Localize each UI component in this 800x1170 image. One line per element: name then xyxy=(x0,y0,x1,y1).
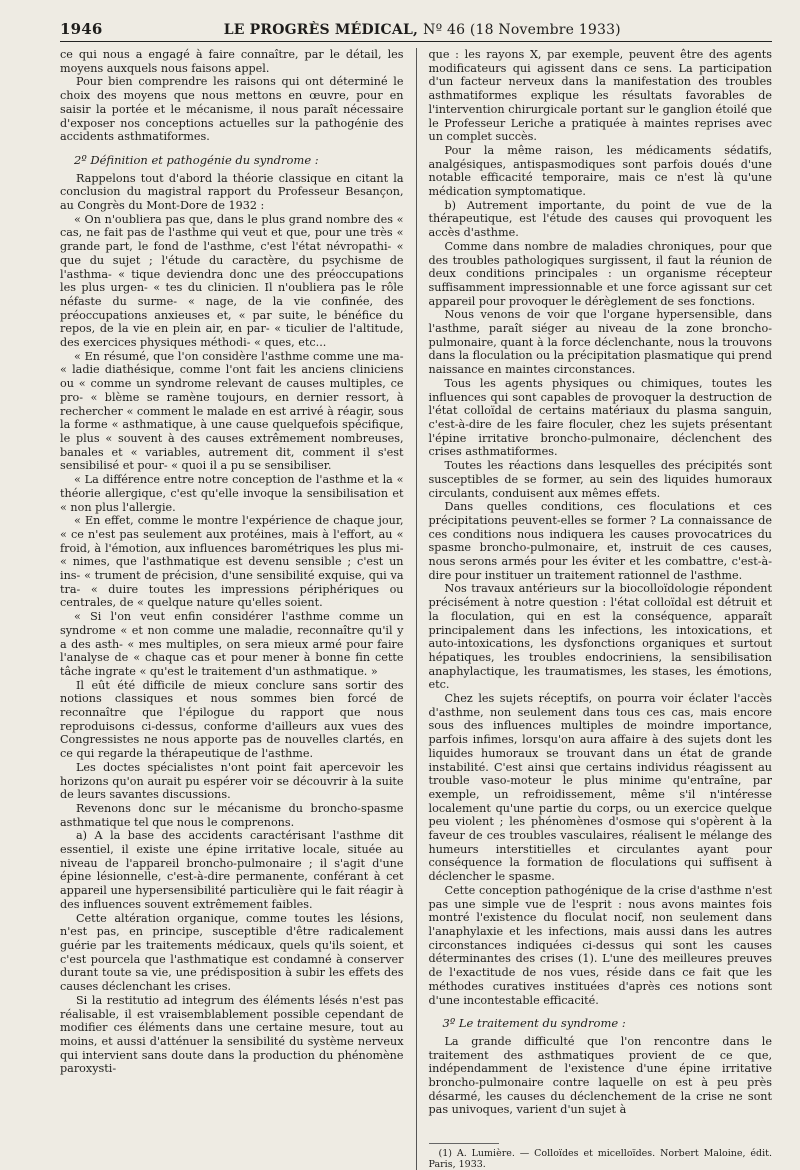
paragraph: Pour bien comprendre les raisons qui ont déterminé le choix des moyens que nous mettons en œuvre, pour en saisir la portée et le mécanisme, il nous paraît nécessaire d'exposer nos conceptions actuelles sur la pathogénie des accidents asthmatiformes. xyxy=(60,75,404,144)
quote-paragraph: « La différence entre notre conception de l'asthme et la « théorie allergique, c'est qu'elle invoque la sensibilisation et « non plus l'allergie. xyxy=(60,473,404,514)
footnote-divider xyxy=(429,1143,499,1144)
page-number: 1946 xyxy=(60,20,103,38)
column-rule xyxy=(416,48,417,1170)
paragraph: Cette conception pathogénique de la crise d'asthme n'est pas une simple vue de l'esprit : nous avons maintes fois montré l'existence du floculat nocif, non seulement dans l'anaphylaxie et les infections, mais aussi dans les autres circonstances indiquées ci-dessus qui sont les causes déterminantes des crises (1). L'une des meilleures preuves de l'exactitude de nos vues, réside dans ce fait que les méthodes curatives instituées d'après ces notions sont d'une incontestable efficacité. xyxy=(428,883,773,1007)
left-column xyxy=(60,48,404,1170)
paragraph: Les doctes spécialistes n'ont point fait apercevoir les horizons qu'on aurait pu espérer voir se découvrir à la suite de leurs savantes discussions. xyxy=(60,760,404,802)
journal-name: LE PROGRÈS MÉDICAL, xyxy=(223,22,419,38)
journal-title xyxy=(224,22,621,38)
right-column xyxy=(429,48,773,1170)
page-header xyxy=(60,20,772,42)
paragraph: Rappelons tout d'abord la théorie classique en citant la conclusion du magistral rapport du Professeur Besançon, au Congrès du Mont-Dore de 1932 : xyxy=(60,171,404,213)
paragraph: Tous les agents physiques ou chimiques, toutes les influences qui sont capables de provoquer la destruction de l'état colloïdal de certains matériaux du plasma sanguin, c'est-à-dire de les faire floculer, chez les sujets présentant l'épine irritative broncho-pulmonaire, déclenchent des crises asthmatiformes. xyxy=(428,376,773,459)
section-heading xyxy=(74,154,404,168)
paragraph: Nos travaux antérieurs sur la biocolloïdologie répondent précisément à notre question : l'état colloïdal est détruit et la floculation, qui en est la conséquence, apparaît principalement dans les infections, les intoxications, et auto-intoxications, les dysfonctions organiques et surtout hépatiques, les troubles endocriniens, la sensibilisation anaphylactique, les traumatismes, les stases, les émotions, etc. xyxy=(428,582,773,692)
paragraph: La grande difficulté que l'on rencontre dans le traitement des asthmatiques provient de ce que, indépendamment de l'existence d'une épine irritative broncho-pulmonaire contre laquelle on est à peu près désarmé, les causes du déclenchement de la crise ne sont pas univoques, varient d'un sujet à xyxy=(428,1034,773,1117)
text-columns xyxy=(60,48,772,1170)
section-heading xyxy=(443,1017,773,1031)
footnote: (1) A. Lumière. — Colloïdes et micelloïdes. Norbert Maloine, édit. Paris, 1933. xyxy=(428,1148,773,1170)
paragraph: Si la restitutio ad integrum des éléments lésés n'est pas réalisable, il est vraisemblablement possible cependant de modifier ces éléments dans une certaine mesure, tout au moins, et aussi d'atténuer la sensibilité du système nerveux qui intervient sans doute dans la production du phénomène paroxysti- xyxy=(60,993,404,1076)
paragraph: Chez les sujets réceptifs, on pourra voir éclater l'accès d'asthme, non seulement dans tous ces cas, mais encore sous des influences multiples de moindre importance, parfois infimes, lorsqu'on aura affaire à des sujets dont les liquides humoraux se trouvant dans un état de grande instabilité. C'est ainsi que certains individus réagissent au trouble vaso-moteur le plus minime qu'entraîne, par exemple, un refroidissement, même s'il n'intéresse localement qu'une partie du corps, ou un exercice quelque peu violent ; les phénomènes d'osmose qui s'opèrent à la faveur de ces troubles vasculaires, réalisent le mélange des humeurs interstitielles et circulantes ayant pour conséquence la formation de floculations qui suffisent à déclencher le spasme. xyxy=(428,692,773,884)
quote-paragraph: « En effet, comme le montre l'expérience de chaque jour, « ce n'est pas seulement aux protéines, mais à l'effort, au « froid, à l'émotion, aux influences barométriques les plus mi- « nimes, que l'asthmatique est devenu sensible ; c'est un ins- « trument de précision, d'une sensibilité exquise, qui va tra- « duire toutes les impressions périphériques ou centrales, de « quelque nature qu'elles soient. xyxy=(60,514,404,610)
paragraph: Dans quelles conditions, ces floculations et ces précipitations peuvent-elles se former ? La connaissance de ces conditions nous indiquera les causes provocatrices du spasme broncho-pulmonaire, et, instruit de ces causes, nous serons armés pour les éviter et les combattre, c'est-à-dire pour instituer un traitement rationnel de l'asthme. xyxy=(428,500,773,582)
quote-paragraph: « En résumé, que l'on considère l'asthme comme une ma- « ladie diathésique, comme l'ont fait les anciens cliniciens ou « comme un syndrome relevant de causes multiples, ce pro- « blème se ramène toujours, en dernier ressort, à rechercher « comment le malade en est arrivé à réagir, sous la forme « asthmatique, à une cause quelquefois spécifique, le plus « souvent à des causes extrêmement nombreuses, banales et « variables, autrement dit, comment il s'est sensibilisé et pour- « quoi il a pu se sensibiliser. xyxy=(60,349,404,473)
paragraph: Nous venons de voir que l'organe hypersensible, dans l'asthme, paraît siéger au niveau de la zone broncho-pulmonaire, quant à la force déclenchante, nous la trouvons dans la floculation ou la précipitation plasmatique qui prend naissance en maintes circonstances. xyxy=(428,308,773,377)
section-heading-text: 2º Définition et pathogénie du syndrome : xyxy=(74,152,319,167)
paragraph: Toutes les réactions dans lesquelles des précipités sont susceptibles de se former, au sein des liquides humoraux circulants, conduisent aux mêmes effets. xyxy=(428,459,773,500)
section-heading-text: 3º Le traitement du syndrome : xyxy=(442,1016,626,1031)
issue-info: Nº 46 (18 Novembre 1933) xyxy=(423,22,621,38)
paragraph: ce qui nous a engagé à faire connaître, par le détail, les moyens auxquels nous faisons appel. xyxy=(60,48,404,75)
quote-paragraph: « On n'oubliera pas que, dans le plus grand nombre des « cas, ne fait pas de l'asthme qui veut et que, pour une très « grande part, le fond de l'asthme, c'est l'état névropathi- « que du sujet ; l'étude du caractère, du psychisme de l'asthma- « tique deviendra donc une des préoccupations les plus urgen- « tes du clinicien. Il n'oubliera pas le rôle néfaste du surme- « nage, de la vie confinée, des préoccupations anxieuses et, « par suite, le bénéfice du repos, de la vie en plein air, en par- « ticulier de l'altitude, des exercices physiques méthodi- « ques, etc... xyxy=(60,212,404,350)
quotation-block xyxy=(60,213,404,679)
paragraph: a) A la base des accidents caractérisant l'asthme dit essentiel, il existe une épine irritative locale, située au niveau de l'appareil broncho-pulmonaire ; il s'agit d'une épine lésionnelle, c'est-à-dire permanente, conférant à cet appareil une hypersensibilité particulière qui le fait réagir à des influences souvent extrêmement faibles. xyxy=(60,829,404,911)
paragraph: Il eût été difficile de mieux conclure sans sortir des notions classiques et nous sommes bien forcé de reconnaître que l'épilogue du rapport que nous reproduisons ci-dessus, conforme d'ailleurs aux vues des Congressistes ne nous apporte pas de nouvelles clartés, en ce qui regarde la thérapeutique de l'asthme. xyxy=(60,678,404,761)
paragraph: Cette altération organique, comme toutes les lésions, n'est pas, en principe, susceptible d'être radicalement guérie par les traitements médicaux, quels qu'ils soient, et c'est pourcela que l'asthmatique est condamné à conserver durant toute sa vie, une prédisposition à subir les effets des causes déclenchant les crises. xyxy=(60,911,404,994)
paragraph: Pour la même raison, les médicaments sédatifs, analgésiques, antispasmodiques sont parfois doués d'une notable efficacité temporaire, mais ce n'est là qu'une médication symptomatique. xyxy=(428,143,773,199)
paragraph: que : les rayons X, par exemple, peuvent être des agents modificateurs qui agissent dans ce sens. La participation d'un facteur nerveux dans la manifestation des troubles asthmatiformes explique les résultats favorables de l'intervention chirurgicale portant sur le ganglion étoilé que le Professeur Leriche a pratiquée à maintes reprises avec un complet succès. xyxy=(428,48,773,144)
quote-paragraph: « Si l'on veut enfin considérer l'asthme comme un syndrome « et non comme une maladie, reconnaître qu'il y a des asth- « mes multiples, on sera mieux armé pour faire l'analyse de « chaque cas et pour mener à bonne fin cette tâche ingrate « qu'est le traitement d'un asthmatique. » xyxy=(60,610,404,678)
paragraph: b) Autrement importante, du point de vue de la thérapeutique, est l'étude des causes qui provoquent les accès d'asthme. xyxy=(428,198,773,240)
paragraph: Revenons donc sur le mécanisme du broncho-spasme asthmatique tel que nous le comprenons. xyxy=(60,801,404,829)
paragraph: Comme dans nombre de maladies chroniques, pour que des troubles pathologiques surgissent, il faut la réunion de deux conditions principales : un organisme récepteur suffisamment impressionnable et une force agissant sur cet appareil pour provoquer le dérèglement de ses fonctions. xyxy=(428,239,773,308)
